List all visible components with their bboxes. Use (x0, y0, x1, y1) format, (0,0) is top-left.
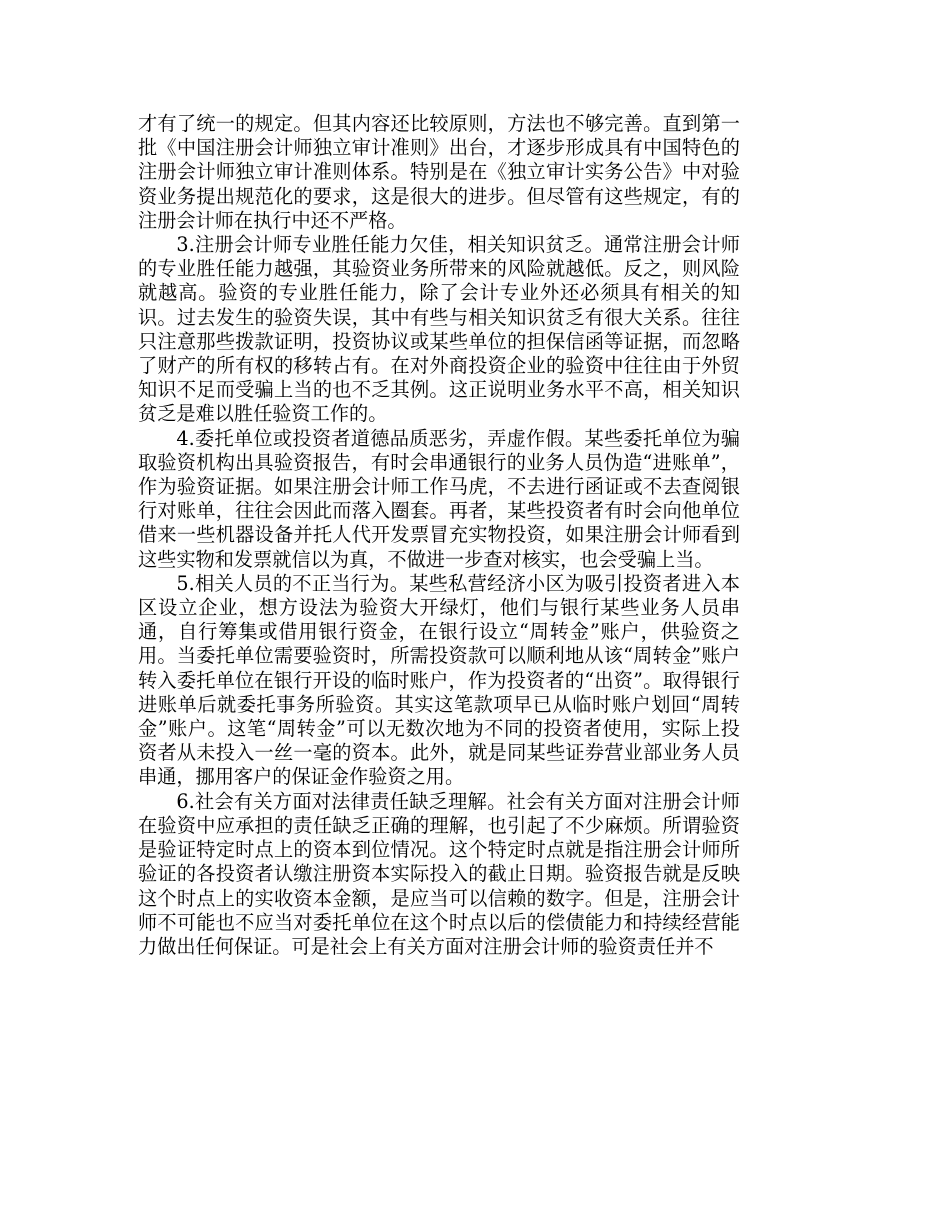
paragraph-4: 5.相关人员的不正当行为。某些私营经济小区为吸引投资者进入本区设立企业，想方设法为验资大开绿灯，他们与银行某些业务人员串通，自行筹集或借用银行资金，在银行设立“周转金”账户，供验资之用。当委托单位需要验资时，所需投资款可以顺利地从该“周转金”账户转入委托单位在银行开设的临时账户，作为投资者的“出资”。取得银行进账单后就委托事务所验资。其实这笔款项早已从临时账户划回“周转金”账户。这笔“周转金”可以无数次地为不同的投资者使用，实际上投资者从未投入一丝一毫的资本。此外，就是同某些证券营业部业务人员串通，挪用客户的保证金作验资之用。 (138, 571, 740, 789)
document-body (138, 112, 740, 959)
paragraph-3: 4.委托单位或投资者道德品质恶劣，弄虚作假。某些委托单位为骗取验资机构出具验资报告，有时会串通银行的业务人员伪造“进账单”，作为验资证据。如果注册会计师工作马虎，不去进行函证或不去查阅银行对账单，往往会因此而落入圈套。再者，某些投资者有时会向他单位借来一些机器设备并托人代开发票冒充实物投资，如果注册会计师看到这些实物和发票就信以为真，不做进一步查对核实，也会受骗上当。 (138, 426, 740, 571)
paragraph-2: 3.注册会计师专业胜任能力欠佳，相关知识贫乏。通常注册会计师的专业胜任能力越强，其验资业务所带来的风险就越低。反之，则风险就越高。验资的专业胜任能力，除了会计专业外还必须具有相关的知识。过去发生的验资失误，其中有些与相关知识贫乏有很大关系。往往只注意那些拨款证明，投资协议或某些单位的担保信函等证据，而忽略了财产的所有权的移转占有。在对外商投资企业的验资中往往由于外贸知识不足而受骗上当的也不乏其例。这正说明业务水平不高，相关知识贫乏是难以胜任验资工作的。 (138, 233, 740, 426)
paragraph-1: 才有了统一的规定。但其内容还比较原则，方法也不够完善。直到第一批《中国注册会计师独立审计准则》出台，才逐步形成具有中国特色的注册会计师独立审计准则体系。特别是在《独立审计实务公告》中对验资业务提出规范化的要求，这是很大的进步。但尽管有这些规定，有的注册会计师在执行中还不严格。 (138, 112, 740, 232)
paragraph-5: 6.社会有关方面对法律责任缺乏理解。社会有关方面对注册会计师在验资中应承担的责任缺乏正确的理解，也引起了不少麻烦。所谓验资是验证特定时点上的资本到位情况。这个特定时点就是指注册会计师所验证的各投资者认缴注册资本实际投入的截止日期。验资报告就是反映这个时点上的实收资本金额，是应当可以信赖的数字。但是，注册会计师不可能也不应当对委托单位在这个时点以后的偿债能力和持续经营能力做出任何保证。可是社会上有关方面对注册会计师的验资责任并不 (138, 789, 740, 958)
